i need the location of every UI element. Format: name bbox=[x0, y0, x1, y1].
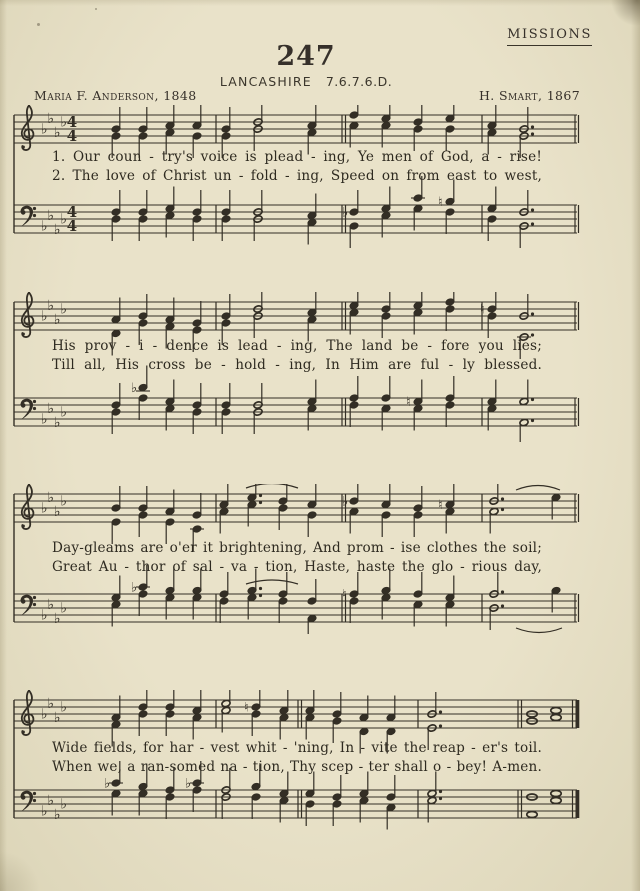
paper-speck bbox=[37, 23, 40, 26]
svg-text:♭: ♭ bbox=[60, 404, 68, 421]
lyrics-block-3 bbox=[52, 540, 542, 577]
svg-text:♮: ♮ bbox=[342, 587, 347, 603]
lyrics-line: 2. The love of Christ un - fold - ing, Speed on from east to west, bbox=[52, 167, 542, 184]
svg-text:♭: ♭ bbox=[47, 298, 55, 314]
svg-text:♭: ♭ bbox=[41, 803, 48, 820]
svg-text:♭: ♭ bbox=[54, 222, 61, 238]
svg-text:♭: ♭ bbox=[41, 218, 48, 235]
svg-text:4: 4 bbox=[66, 203, 78, 221]
music-system-3 bbox=[0, 484, 640, 634]
svg-text:♮: ♮ bbox=[438, 195, 443, 210]
svg-text:♭: ♭ bbox=[60, 796, 68, 813]
svg-text:♭: ♭ bbox=[41, 607, 48, 624]
svg-text:♭: ♭ bbox=[185, 776, 192, 792]
lyrics-block-1 bbox=[52, 149, 542, 186]
svg-text:♭: ♭ bbox=[60, 493, 68, 510]
svg-text:♮: ♮ bbox=[406, 395, 411, 410]
svg-text:♭: ♭ bbox=[47, 696, 55, 712]
svg-text:♭: ♭ bbox=[60, 699, 68, 716]
svg-text:♭: ♭ bbox=[54, 504, 61, 520]
lyrics-block-4 bbox=[52, 740, 542, 777]
svg-text:♭: ♭ bbox=[47, 111, 55, 127]
music-system-4 bbox=[0, 690, 640, 840]
svg-text:♭: ♭ bbox=[47, 597, 55, 613]
lyrics-line: Great Au - thor of sal - va - tion, Haste, haste the glo - rious day, bbox=[52, 558, 542, 575]
svg-text:♭: ♭ bbox=[60, 211, 68, 228]
running-head: MISSIONS bbox=[507, 27, 592, 46]
svg-text:4: 4 bbox=[66, 217, 78, 235]
svg-text:♭: ♭ bbox=[41, 121, 48, 138]
composer-credit: H. Smart, 1867 bbox=[479, 88, 581, 103]
lyrics-line: 1. Our coun - try's voice is plead - ing, Ye men of God, a - rise! bbox=[52, 149, 542, 165]
lyrics-line: When we, a ran-somed na - tion, Thy scep - ter shall o - bey! A-men. bbox=[52, 758, 542, 775]
svg-text:♭: ♭ bbox=[47, 208, 55, 224]
svg-text:♭: ♭ bbox=[41, 411, 48, 428]
lyrics-line: His prov - i - dence is lead - ing, The land be - fore you lies; bbox=[52, 338, 542, 354]
svg-text:♭: ♭ bbox=[47, 793, 55, 809]
svg-text:♭: ♭ bbox=[60, 114, 68, 131]
lyrics-line: Wide fields, for har - vest whit - 'ning, In - vite the reap - er's toil. bbox=[52, 740, 542, 756]
svg-text:♭: ♭ bbox=[41, 500, 48, 517]
svg-text:♭: ♭ bbox=[60, 301, 68, 318]
author-credit: Maria F. Anderson, 1848 bbox=[34, 88, 197, 103]
svg-text:♭: ♭ bbox=[41, 308, 48, 325]
svg-text:♭: ♭ bbox=[54, 312, 61, 328]
lyrics-line: Day-gleams are o'er it brightening, And prom - ise clothes the soil; bbox=[52, 540, 542, 556]
svg-text:4: 4 bbox=[66, 113, 78, 131]
tune-name: LANCASHIRE bbox=[219, 74, 312, 89]
svg-text:♭: ♭ bbox=[131, 381, 138, 396]
svg-text:♮: ♮ bbox=[438, 498, 443, 513]
svg-text:♭: ♭ bbox=[47, 490, 55, 506]
svg-text:♭: ♭ bbox=[104, 776, 111, 792]
lyrics-block-2 bbox=[52, 338, 542, 375]
paper-speck bbox=[95, 8, 97, 10]
svg-text:♭: ♭ bbox=[54, 710, 61, 726]
svg-text:♭: ♭ bbox=[54, 415, 61, 431]
music-system-2 bbox=[0, 292, 640, 442]
tune-line bbox=[0, 74, 612, 89]
tune-meter: 7.6.7.6.D. bbox=[325, 74, 393, 89]
music-system-1 bbox=[0, 105, 640, 255]
svg-text:♭: ♭ bbox=[54, 807, 61, 823]
svg-text:4: 4 bbox=[66, 127, 78, 145]
svg-text:♭: ♭ bbox=[54, 611, 61, 627]
svg-text:♭: ♭ bbox=[131, 580, 138, 596]
svg-text:♭: ♭ bbox=[47, 401, 55, 417]
svg-text:♭: ♭ bbox=[41, 706, 48, 723]
svg-text:♭: ♭ bbox=[342, 494, 349, 510]
svg-text:♮: ♮ bbox=[480, 302, 485, 318]
svg-text:♭: ♭ bbox=[54, 125, 61, 141]
svg-text:♭: ♭ bbox=[342, 205, 349, 221]
lyrics-line: Till all, His cross be - hold - ing, In Him are ful - ly blessed. bbox=[52, 356, 542, 373]
hymn-number: 247 bbox=[276, 41, 336, 72]
svg-text:♭: ♭ bbox=[60, 600, 68, 617]
svg-text:♮: ♮ bbox=[244, 700, 249, 716]
